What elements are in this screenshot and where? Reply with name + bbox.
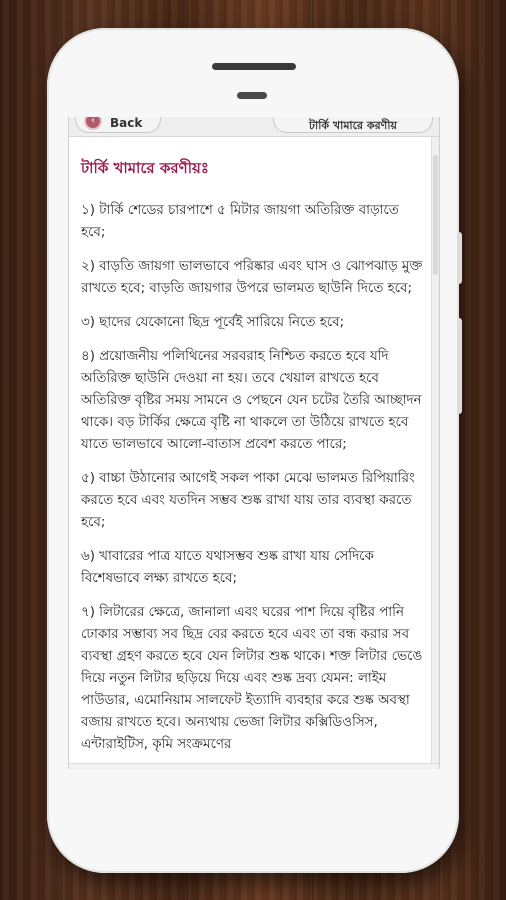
article-paragraph: ৪) প্রয়োজনীয় পলিথিনের সরবরাহ নিশ্চিত করতে হবে যদি অতিরিক্ত ছাউনি দেওয়া না হয়। তবে খেয়াল রাখতে হবে অতিরিক্ত বৃষ্টির সময় সামনে ও পেছনে যেন চটের তৈরি আচ্ছাদন থাকে। বড় টার্কির ক্ষেত্রে বৃষ্টি না থাকলে তা উঠিয়ে রাখতে হবে যাতে ভালভাবে আলো-বাতাস প্রবেশ করতে পারে; <box>81 349 422 452</box>
back-button[interactable] <box>75 117 161 133</box>
article-paragraph: ৫) বাচ্চা উঠানোর আগেই সকল পাকা মেঝে ভালমত রিপিয়ারিং করতে হবে এবং যতদিন সম্ভব শুষ্ক রাখা যায় তার ব্যবস্থা করতে হবে; <box>81 471 415 530</box>
article-paragraph: ৭) লিটারের ক্ষেত্রে, জানালা এবং ঘরের পাশ দিয়ে বৃষ্টির পানি ঢোকার সম্ভাব্য সব ছিদ্র বের করতে হবে এবং তা বন্ধ করার সব ব্যবস্থা গ্রহণ করতে হবে যেন লিটার শুষ্ক থাকে। শক্ত লিটার ভেঙে দিয়ে নতুন লিটার ছড়িয়ে দিয়ে এবং শুষ্ক দ্রব্য যেমন: লাইম পাউডার, এমোনিয়াম সালফেট ইত্যাদি ব্যবহার করে শুষ্ক অবস্থা বজায় রাখতে হবে। অন্যথায় ভেজা লিটার কক্সিডিওসিস, এন্টারাইটিস, কৃমি সংক্রমণের <box>81 605 423 752</box>
article-paragraph: ২) বাড়তি জায়গা ভালভাবে পরিষ্কার এবং ঘাস ও ঝোপঝাড় মুক্ত রাখতে হবে; বাড়তি জায়গার উপরে ভালমত ছাউনি দিতে হবে; <box>81 259 423 296</box>
bottom-edge <box>69 763 439 769</box>
volume-button <box>457 232 462 284</box>
article-paragraph: ৩) ছাদের যেকোনো ছিদ্র পূর্বেই সারিয়ে নিতে হবে; <box>81 315 345 330</box>
page-title: টার্কি খামারে করণীয় <box>273 117 433 133</box>
scroll-thumb[interactable] <box>433 155 438 275</box>
back-label: Back <box>110 117 143 130</box>
article-paragraph: ১) টার্কি শেডের চারপাশে ৫ মিটার জায়গা অতিরিক্ত বাড়াতে হবে; <box>81 203 399 240</box>
article-paragraph: ৬) খাবারের পাত্র যাতে যথাসম্ভব শুষ্ক রাখা যায় সেদিকে বিশেষভাবে লক্ষ্য রাখতে হবে; <box>81 549 374 586</box>
phone-camera <box>237 92 267 99</box>
scrollbar[interactable] <box>431 137 439 769</box>
article-body <box>81 157 427 768</box>
top-toolbar <box>69 117 439 137</box>
app-screen <box>68 117 440 769</box>
phone-speaker <box>212 63 296 70</box>
article-heading: টার্কি খামারে করণীয়ঃ <box>81 159 209 177</box>
power-button <box>457 318 462 414</box>
back-arrow-icon: ‹ <box>84 117 102 130</box>
